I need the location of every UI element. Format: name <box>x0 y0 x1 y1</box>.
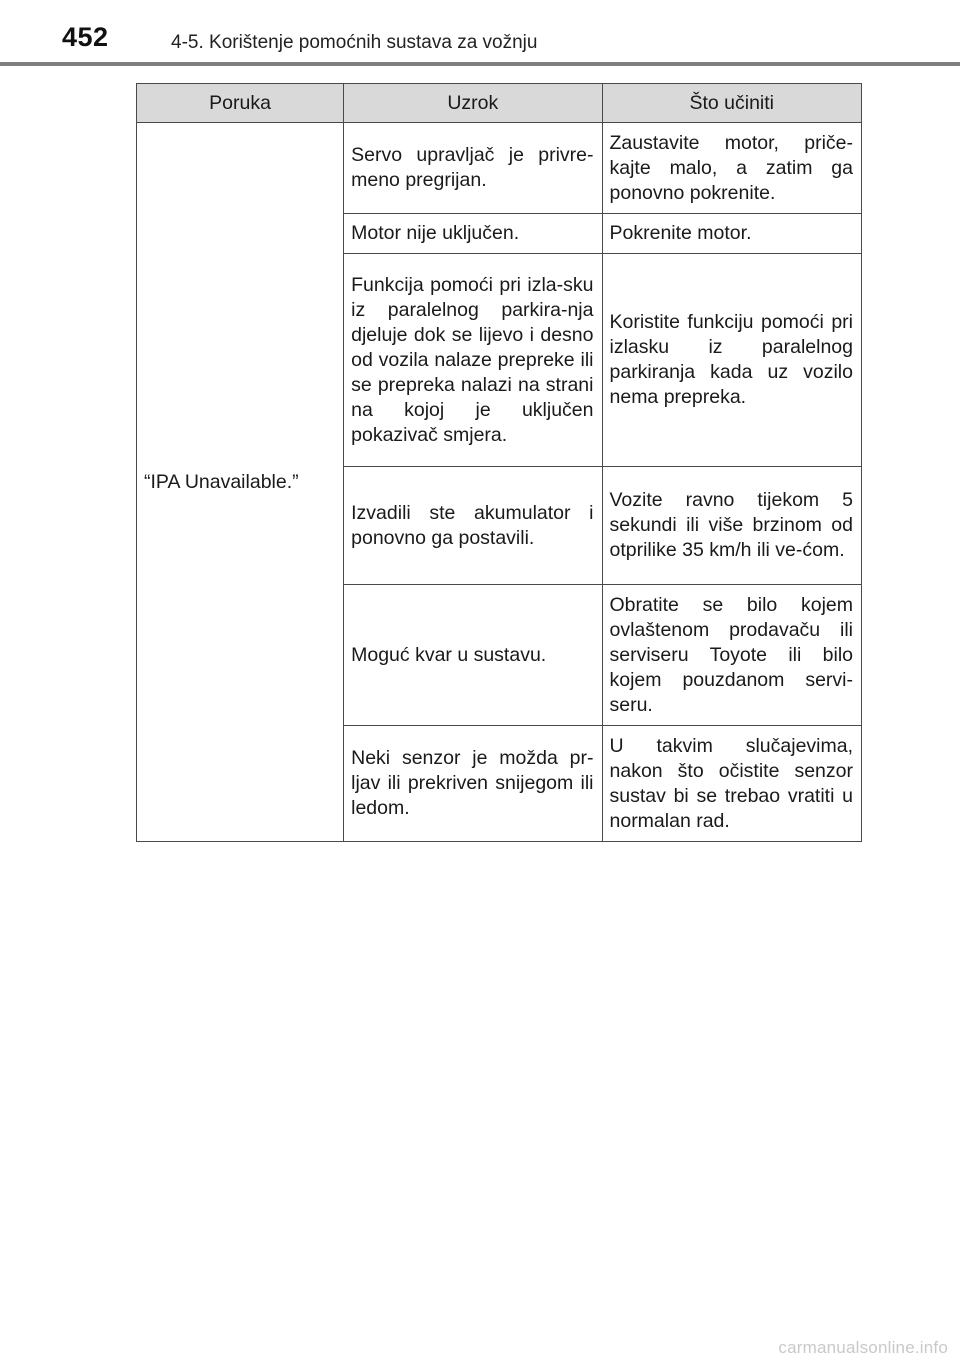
action-cell: Obratite se bilo kojem ovlaštenom prodavaču ili serviseru Toyote ili bilo kojem pouzdanom servi-seru. <box>602 585 862 726</box>
header-divider <box>0 62 960 66</box>
table-row <box>137 123 862 214</box>
column-header-sto-uciniti: Što učiniti <box>602 84 862 123</box>
action-cell: Vozite ravno tijekom 5 sekundi ili više brzinom od otprilike 35 km/h ili ve-ćom. <box>602 467 862 585</box>
cause-cell: Motor nije uključen. <box>344 214 602 254</box>
cause-cell: Moguć kvar u sustavu. <box>344 585 602 726</box>
message-table <box>136 83 862 842</box>
action-cell: Koristite funkciju pomoći pri izlasku iz paralelnog parkiranja kada uz vozilo nema prepreka. <box>602 254 862 467</box>
action-cell: Zaustavite motor, priče-kajte malo, a zatim ga ponovno pokrenite. <box>602 123 862 214</box>
cause-cell: Servo upravljač je privre-meno pregrijan. <box>344 123 602 214</box>
cause-cell: Izvadili ste akumulator i ponovno ga postavili. <box>344 467 602 585</box>
section-title: 4-5. Korištenje pomoćnih sustava za vožnju <box>171 32 538 53</box>
action-cell: U takvim slučajevima, nakon što očistite senzor sustav bi se trebao vratiti u normalan rad. <box>602 726 862 842</box>
watermark: carmanualsonline.info <box>778 1338 948 1357</box>
action-cell: Pokrenite motor. <box>602 214 862 254</box>
column-header-uzrok: Uzrok <box>344 84 602 123</box>
message-cell: “IPA Unavailable.” <box>137 123 344 842</box>
table-header-row <box>137 84 862 123</box>
cause-cell: Funkcija pomoći pri izla-sku iz paralelnog parkira-nja djeluje dok se lijevo i desno od vozila nalaze prepreke ili se prepreka nalazi na strani na kojoj je uključen pokazivač smjera. <box>344 254 602 467</box>
cause-cell: Neki senzor je možda pr-ljav ili prekriven snijegom ili ledom. <box>344 726 602 842</box>
page-number: 452 <box>62 22 109 52</box>
column-header-poruka: Poruka <box>137 84 344 123</box>
page-header <box>0 0 960 66</box>
